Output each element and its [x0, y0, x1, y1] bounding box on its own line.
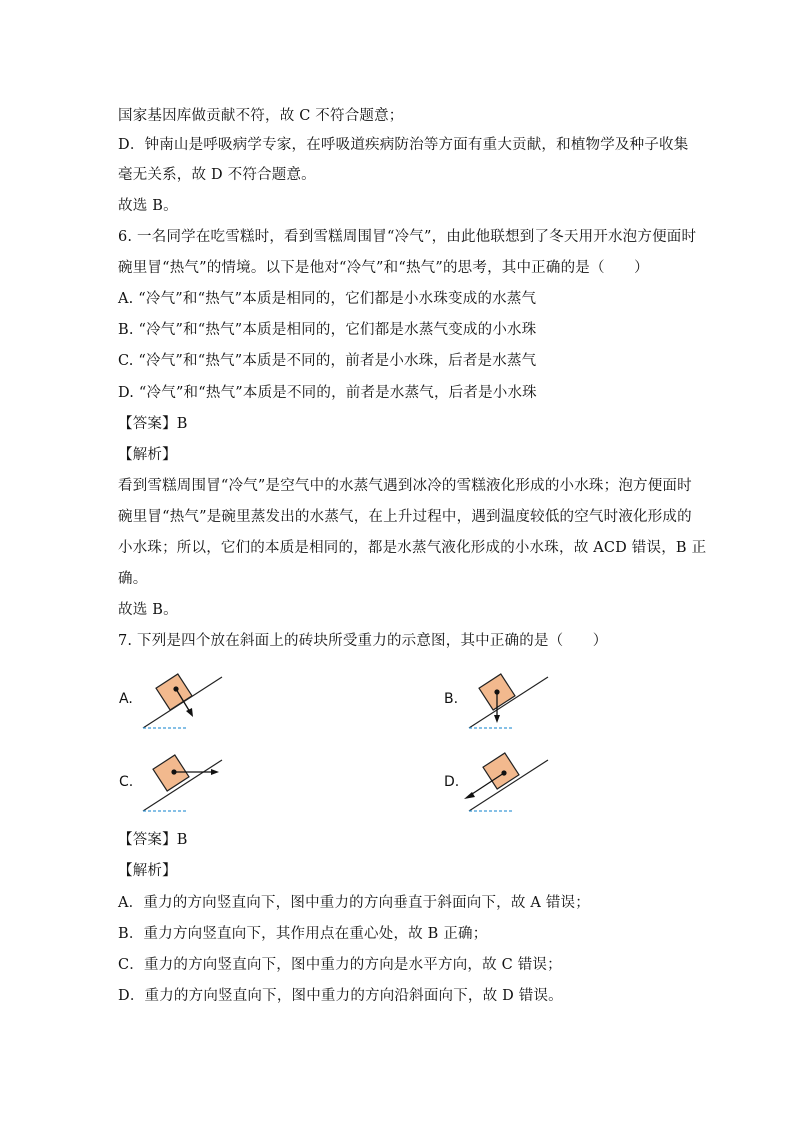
text-line: D．钟南山是呼吸病学专家，在呼吸道疾病防治等方面有重大贡献，和植物学及种子收集 — [118, 137, 689, 153]
figure-c-diagram — [138, 748, 230, 818]
text-line: 碗里冒“热气”的情境。以下是他对“冷气”和“热气”的思考，其中正确的是（ ） — [118, 260, 649, 276]
text-line: 故选 B。 — [118, 198, 178, 214]
text-line: 国家基因库做贡献不符，故 C 不符合题意； — [118, 108, 404, 124]
analysis-label: 【解析】 — [118, 447, 177, 463]
figure-a-diagram — [138, 665, 230, 735]
text-line: 碗里冒“热气”是碗里蒸发出的水蒸气，在上升过程中，遇到温度较低的空气时液化形成的 — [118, 509, 692, 525]
option-a: A. “冷气”和“热气”本质是相同的，它们都是小水珠变成的水蒸气 — [118, 291, 537, 307]
answer-label: 【答案】B — [118, 832, 188, 848]
option-c: C. “冷气”和“热气”本质是不同的，前者是小水珠，后者是水蒸气 — [118, 353, 537, 369]
text-line: B．重力方向竖直向下，其作用点在重心处，故 B 正确； — [118, 926, 488, 942]
option-b: B. “冷气”和“热气”本质是相同的，它们都是水蒸气变成的小水珠 — [118, 322, 537, 338]
text-line: 毫无关系，故 D 不符合题意。 — [118, 167, 316, 183]
text-line: A．重力的方向竖直向下，图中重力的方向垂直于斜面向下，故 A 错误； — [118, 895, 590, 911]
text-line: 确。 — [118, 571, 148, 587]
answer-label: 【答案】B — [118, 416, 188, 432]
text-line: 看到雪糕周围冒“冷气”是空气中的水蒸气遇到冰冷的雪糕液化形成的小水珠；泡方便面时 — [118, 478, 692, 494]
analysis-label: 【解析】 — [118, 863, 177, 879]
text-line: 故选 B。 — [118, 602, 178, 618]
figure-d-diagram — [464, 748, 556, 818]
figure-b-diagram — [464, 665, 556, 735]
question-7: 7. 下列是四个放在斜面上的砖块所受重力的示意图，其中正确的是（ ） — [118, 633, 608, 649]
figure-d-label: D. — [444, 774, 460, 790]
figure-b-label: B. — [444, 691, 459, 707]
option-d: D. “冷气”和“热气”本质是不同的，前者是水蒸气，后者是小水珠 — [118, 385, 537, 401]
question-6: 6. 一名同学在吃雪糕时，看到雪糕周围冒“冷气”，由此他联想到了冬天用开水泡方便面时 — [118, 229, 697, 245]
text-line: C．重力的方向竖直向下，图中重力的方向是水平方向，故 C 错误； — [118, 957, 562, 973]
text-line: 小水珠；所以，它们的本质是相同的，都是水蒸气液化形成的小水珠，故 ACD 错误，B 正 — [118, 540, 707, 556]
text-line: D．重力的方向竖直向下，图中重力的方向沿斜面向下，故 D 错误。 — [118, 988, 563, 1004]
figure-a-label: A. — [119, 691, 133, 707]
figure-c-label: C. — [119, 774, 134, 790]
